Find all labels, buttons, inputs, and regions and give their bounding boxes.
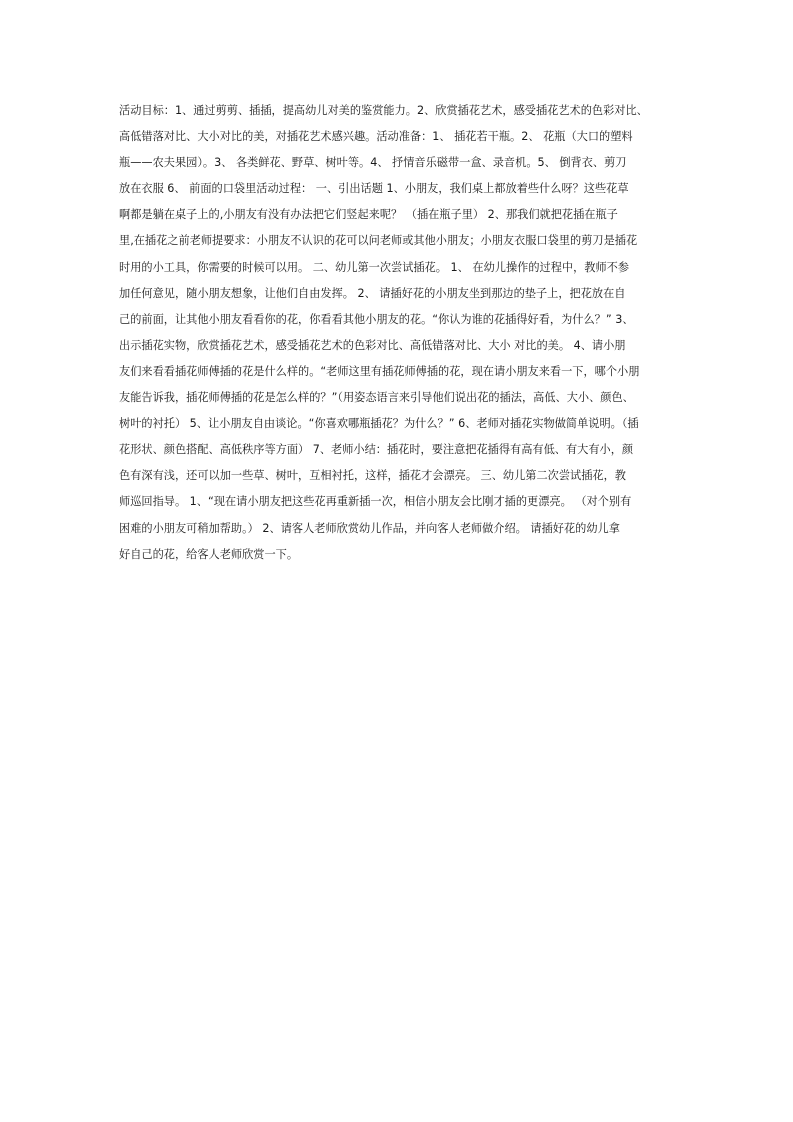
text-line: 困难的小朋友可稍加帮助。） 2、请客人老师欣赏幼儿作品，并向客人老师做介绍。 请插好花的幼儿拿 [119,521,620,535]
text-line: 好自己的花，给客人老师欣赏一下。 [119,547,299,561]
text-line: 高低错落对比、大小对比的美，对插花艺术感兴趣。活动准备：1、 插花若干瓶。2、 花瓶（大口的塑料 [119,130,633,144]
text-line: 放在衣服 6、 前面的口袋里活动过程： 一、引出话题 1、小朋友，我们桌上都放着些什么呀？这些花草 [119,182,629,196]
text-line: 己的前面，让其他小朋友看看你的花，你看看其他小朋友的花。“你认为谁的花插得好看，为什么？” 3、 [119,312,634,326]
text-line: 色有深有浅，还可以加一些草、树叶，互相衬托，这样，插花才会漂亮。 三、幼儿第二次尝试插花，教 [119,469,626,483]
text-line: 友能告诉我，插花师傅插的花是怎么样的？”（用姿态语言来引导他们说出花的插法，高低、大小、颜色、 [119,391,634,405]
body-paragraph [119,98,677,568]
text-line: 时用的小工具，你需要的时候可以用。 二、幼儿第一次尝试插花。 1、 在幼儿操作的过程中，教师不参 [119,260,630,274]
text-line: 啊都是躺在桌子上的,小朋友有没有办法把它们竖起来呢？ （插在瓶子里） 2、那我们就把花插在瓶子 [119,208,618,222]
text-line: 友们来看看插花师傅插的花是什么样的。“老师这里有插花师傅插的花，现在请小朋友来看一下，哪个小朋 [119,364,640,378]
text-line: 树叶的衬托） 5、让小朋友自由谈论。“你喜欢哪瓶插花？为什么？” 6、老师对插花实物做简单说明。（插 [119,417,639,431]
text-line: 瓶——农夫果园）。3、 各类鲜花、野草、树叶等。4、 抒情音乐磁带一盒、录音机。5、 倒背衣、剪刀 [119,156,627,170]
text-line: 加任何意见，随小朋友想象，让他们自由发挥。 2、 请插好花的小朋友坐到那边的垫子上，把花放在自 [119,286,626,300]
text-line: 活动目标：1、通过剪剪、插插，提高幼儿对美的鉴赏能力。2、欣赏插花艺术，感受插花艺术的色彩对比、 [119,104,648,117]
text-line: 里,在插花之前老师提要求：小朋友不认识的花可以问老师或其他小朋友；小朋友衣服口袋里的剪刀是插花 [119,234,638,248]
text-line: 出示插花实物，欣赏插花艺术，感受插花艺术的色彩对比、高低错落对比、大小 对比的美。 4、请小朋 [119,338,626,352]
text-line: 花形状、颜色搭配、高低秩序等方面） 7、老师小结：插花时，要注意把花插得有高有低、有大有小，颜 [119,443,634,457]
text-line: 师巡回指导。 1、“现在请小朋友把这些花再重新插一次，相信小朋友会比刚才插的更漂亮。 （对个别有 [119,495,632,509]
